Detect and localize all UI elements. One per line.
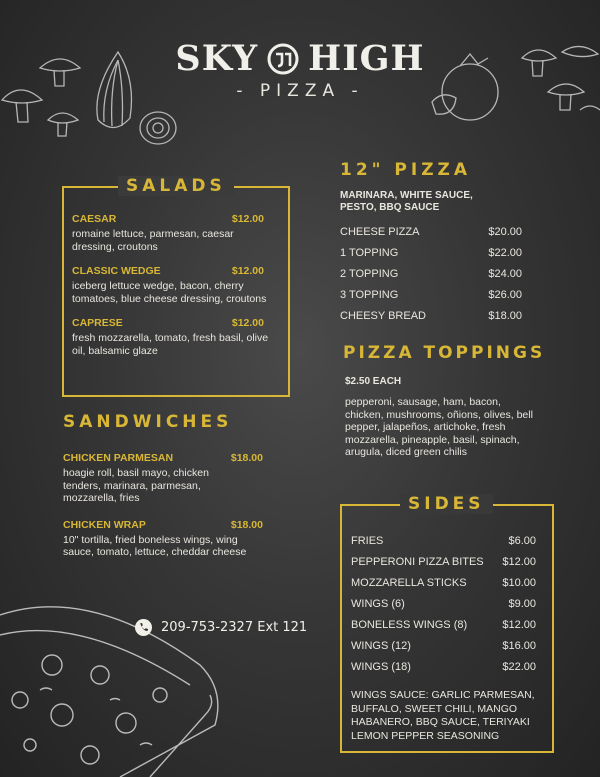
pizza-name: 3 TOPPING (340, 289, 399, 301)
side-item (351, 556, 536, 568)
sides-title: SIDES (400, 494, 493, 514)
pizza-price: $26.00 (488, 289, 522, 301)
sides-list (351, 535, 536, 682)
sandwich-price: $18.00 (230, 518, 263, 531)
salad-price: $12.00 (231, 213, 264, 225)
salad-desc: iceberg lettuce wedge, bacon, cherry tomatoes, blue cheese dressing, croutons (72, 280, 267, 305)
toppings-list: pepperoni, sausage, ham, bacon, chicken, mushrooms, oñions, olives, bell pepper, jalapeños, artichoke, fresh mozzarella, pineapple, basil, spinach, arugula, diced green chilis (345, 396, 533, 458)
salad-item (72, 265, 278, 305)
salad-name: CAPRESE (72, 317, 123, 329)
side-price: $16.00 (502, 640, 536, 652)
side-item (351, 640, 536, 652)
phone-icon (135, 619, 152, 636)
logo-dash-left: - (236, 81, 249, 101)
logo-name-right: HIGH (308, 38, 425, 79)
phone-line (135, 619, 307, 636)
side-price: $22.00 (502, 661, 536, 673)
side-price: $6.00 (508, 535, 536, 547)
pizza-price: $20.00 (488, 226, 522, 238)
salad-desc: romaine lettuce, parmesan, caesar dressing, croutons (72, 228, 234, 253)
side-name: MOZZARELLA STICKS (351, 577, 467, 589)
side-item (351, 535, 536, 547)
salad-name: CLASSIC WEDGE (72, 265, 161, 277)
pizza-item (340, 247, 522, 259)
side-item (351, 661, 536, 673)
pizza-price: $18.00 (488, 310, 522, 322)
pizza-item (340, 310, 522, 322)
pizza-name: 1 TOPPING (340, 247, 399, 259)
logo (0, 38, 600, 101)
sandwich-item (63, 519, 263, 559)
side-item (351, 598, 536, 610)
logo-mark-icon (266, 42, 300, 76)
side-name: WINGS (12) (351, 640, 411, 652)
pizza-item (340, 268, 522, 280)
pizza-name: 2 TOPPING (340, 268, 399, 280)
side-item (351, 577, 536, 589)
salad-desc: fresh mozzarella, tomato, fresh basil, olive oil, balsamic glaze (72, 332, 269, 357)
pizza-item (340, 289, 522, 301)
side-item (351, 619, 536, 631)
pizza-title: 12" PIZZA (340, 160, 472, 180)
salad-price: $12.00 (231, 265, 264, 277)
side-price: $9.00 (508, 598, 536, 610)
logo-name-left: SKY (175, 38, 259, 79)
toppings-price: $2.50 EACH (345, 376, 402, 387)
sandwich-name: CHICKEN WRAP (63, 518, 146, 531)
pizza-sauces: MARINARA, WHITE SAUCE, PESTO, BBQ SAUCE (340, 190, 473, 213)
salads-list (72, 213, 278, 357)
side-name: FRIES (351, 535, 384, 547)
sandwich-item (63, 452, 263, 505)
sandwich-name: CHICKEN PARMESAN (63, 452, 174, 464)
salad-item (72, 317, 278, 357)
side-name: WINGS (6) (351, 598, 405, 610)
wing-sauces: WINGS SAUCE: GARLIC PARMESAN, BUFFALO, SWEET CHILI, MANGO HABANERO, BBQ SAUCE, TERIYAKI LEMON PEPPER SEASONING (351, 689, 535, 742)
sandwiches-title: SANDWICHES (63, 412, 233, 432)
salad-item (72, 213, 278, 253)
logo-sub: PIZZA (259, 81, 341, 101)
pizza-name: CHEESY BREAD (340, 310, 426, 322)
toppings-title: PIZZA TOPPINGS (343, 343, 546, 363)
pizza-item (340, 226, 522, 238)
logo-dash-right: - (351, 81, 364, 101)
side-name: PEPPERONI PIZZA BITES (351, 556, 484, 568)
side-price: $12.00 (502, 619, 536, 631)
sandwich-desc: 10" tortilla, fried boneless wings, wing sauce, tomato, lettuce, cheddar cheese (63, 533, 247, 558)
sandwich-desc: hoagie roll, basil mayo, chicken tenders, marinara, parmesan, mozzarella, fries (63, 467, 209, 504)
salad-name: CAESAR (72, 213, 117, 225)
pizza-price: $24.00 (488, 268, 522, 280)
phone-number[interactable]: 209-753-2327 Ext 121 (161, 620, 308, 635)
side-name: WINGS (18) (351, 661, 411, 673)
salads-title: SALADS (118, 176, 234, 196)
side-price: $12.00 (502, 556, 536, 568)
salad-price: $12.00 (231, 317, 264, 329)
sandwich-price: $18.00 (230, 452, 263, 464)
side-price: $10.00 (502, 577, 536, 589)
sandwiches-list (63, 452, 263, 559)
pizza-name: CHEESE PIZZA (340, 226, 420, 238)
pizza-price: $22.00 (488, 247, 522, 259)
pizza-list (340, 226, 522, 331)
side-name: BONELESS WINGS (8) (351, 619, 468, 631)
